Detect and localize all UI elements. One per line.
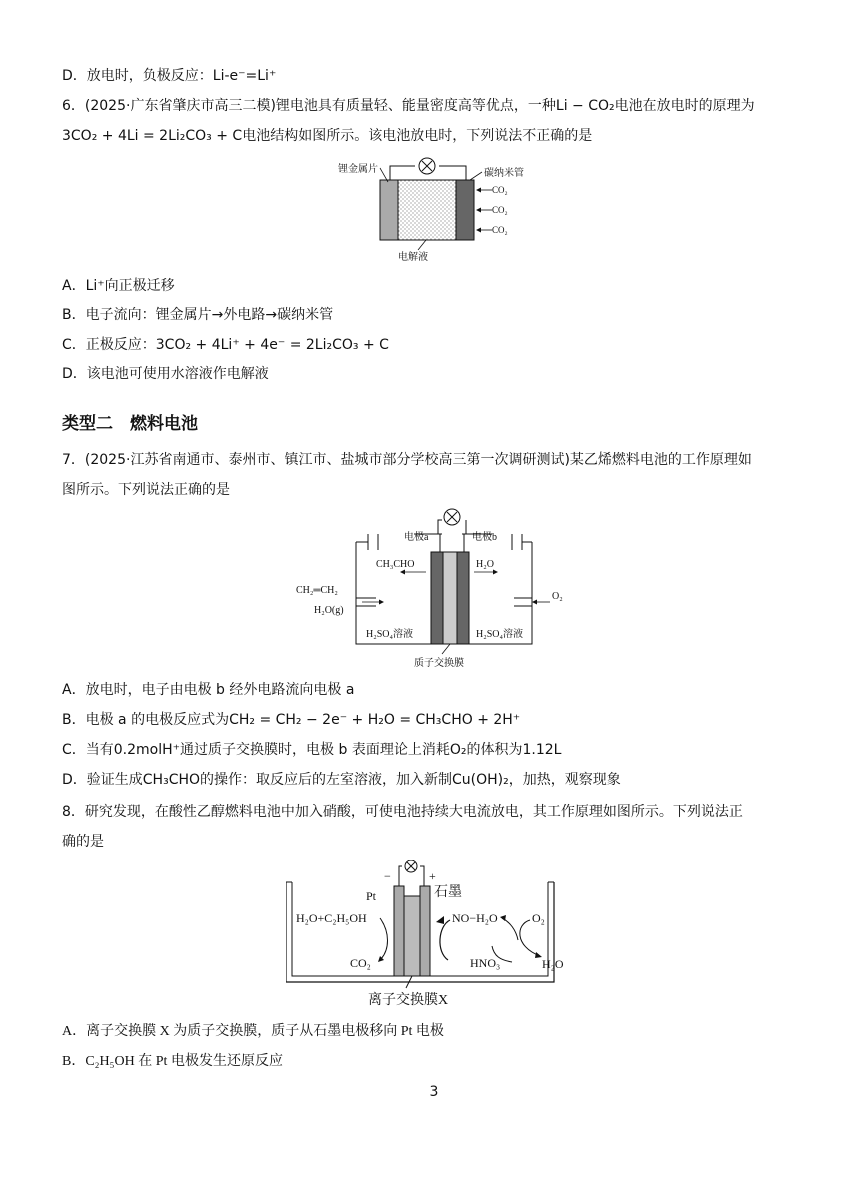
q7-stem-line1: 7．(2025·江苏省南通市、泰州市、镇江市、盐城市部分学校高三第一次调研测试)某乙烯燃料电池的工作原理如 bbox=[62, 452, 752, 468]
q7-label-acid-left: H₂SO₄溶液 bbox=[366, 629, 413, 640]
q8-bulb-icon bbox=[405, 860, 417, 872]
q8-label-minus: − bbox=[384, 869, 391, 883]
q6-bulb-icon bbox=[419, 158, 435, 174]
q7-label-membrane: 质子交换膜 bbox=[414, 658, 464, 669]
q6-stem-line2: 3CO₂ + 4Li = 2Li₂CO₃ + C电池结构如图所示。该电池放电时，下列说法不正确的是 bbox=[62, 128, 593, 144]
q7-option-b: B．电极 a 的电极反应式为CH₂ = CH₂ − 2e⁻ + H₂O = CH₃CHO + 2H⁺ bbox=[62, 712, 521, 728]
q6-label-electrolyte: 电解液 bbox=[398, 252, 428, 263]
q8-label-h2o: H₂O bbox=[542, 957, 564, 971]
q8-label-left-product: CO₂ bbox=[350, 956, 371, 970]
q6-option-b: B．电子流向：锂金属片→外电路→碳纳米管 bbox=[62, 307, 334, 323]
q7-option-c: C．当有0.2molH⁺通过质子交换膜时，电极 b 表面理论上消耗O₂的体积为1.12L bbox=[62, 742, 562, 758]
q7-label-product-right: H₂O bbox=[476, 559, 494, 570]
q7-label-acid-right: H₂SO₄溶液 bbox=[476, 629, 523, 640]
q8-option-b: B．C₂H₅OH 在 Pt 电极发生还原反应 bbox=[62, 1054, 283, 1069]
q8-label-membrane: 离子交换膜X bbox=[368, 993, 449, 1008]
q6-label-co2-3: CO₂ bbox=[492, 225, 508, 235]
q7-bulb-icon bbox=[444, 509, 460, 525]
q6-option-d: D．该电池可使用水溶液作电解液 bbox=[62, 366, 269, 382]
q7-label-o2: O₂ bbox=[552, 591, 563, 602]
q8-membrane bbox=[404, 896, 420, 976]
q7-option-d: D．验证生成CH₃CHO的操作：取反应后的左室溶液，加入新制Cu(OH)₂，加热，观察现象 bbox=[62, 772, 621, 788]
q8-option-a: A．离子交换膜 X 为质子交换膜，质子从石墨电极移向 Pt 电极 bbox=[62, 1024, 444, 1039]
q6-label-co2-1: CO₂ bbox=[492, 185, 508, 195]
q6-lithium-plate bbox=[380, 180, 398, 240]
q7-label-product-left: CH₃CHO bbox=[376, 559, 415, 570]
q7-label-ethylene: CH₂═CH₂ bbox=[296, 585, 338, 596]
q6-label-carbon: 碳纳米管 bbox=[484, 168, 524, 179]
q6-electrolyte-region bbox=[398, 180, 456, 240]
q8-graphite-electrode bbox=[420, 886, 430, 976]
q8-fuel-cell-figure bbox=[286, 860, 586, 1014]
q7-option-a: A．放电时，电子由电极 b 经外电路流向电极 a bbox=[62, 682, 355, 698]
q6-battery-figure bbox=[330, 154, 540, 266]
q6-wire-right bbox=[439, 166, 466, 180]
page-number: 3 bbox=[429, 1084, 439, 1100]
q7-electrode-b bbox=[457, 552, 469, 644]
q8-stem-line2: 确的是 bbox=[62, 834, 104, 850]
q7-stem-line2: 图所示。下列说法正确的是 bbox=[62, 482, 230, 498]
q8-label-hno3: HNO₃ bbox=[470, 956, 501, 970]
q7-fuel-cell-figure bbox=[296, 506, 576, 674]
q6-label-co2-2: CO₂ bbox=[492, 205, 508, 215]
q6-carbon-nanotube-plate bbox=[456, 180, 474, 240]
q8-label-plus: + bbox=[429, 869, 436, 883]
q7-label-electrode-a: 电极a bbox=[404, 532, 429, 543]
q8-label-graphite: 石墨 bbox=[434, 885, 462, 900]
q7-electrode-a bbox=[431, 552, 443, 644]
q6-label-lithium: 锂金属片 bbox=[338, 164, 378, 175]
q5-option-d: D．放电时，负极反应：Li-e⁻=Li⁺ bbox=[62, 68, 277, 84]
q6-option-c: C．正极反应：3CO₂ + 4Li⁺ + 4e⁻ = 2Li₂CO₃ + C bbox=[62, 337, 389, 353]
q8-label-no-h2o: NO−H₂O bbox=[452, 911, 498, 925]
q6-option-a: A．Li⁺向正极迁移 bbox=[62, 278, 175, 294]
q6-wire-left bbox=[390, 166, 415, 180]
section-heading: 类型二 燃料电池 bbox=[62, 414, 198, 434]
q6-stem-line1: 6．(2025·广东省肇庆市高三二模)锂电池具有质量轻、能量密度高等优点，一种Li − CO₂电池在放电时的原理为 bbox=[62, 98, 755, 114]
q7-membrane bbox=[443, 552, 457, 644]
q8-label-pt: Pt bbox=[366, 889, 377, 903]
q8-pt-electrode bbox=[394, 886, 404, 976]
q7-label-water: H₂O(g) bbox=[314, 605, 344, 616]
q8-stem-line1: 8．研究发现，在酸性乙醇燃料电池中加入硝酸，可使电池持续大电流放电，其工作原理如图所示。下列说法正 bbox=[62, 804, 743, 820]
q7-label-electrode-b: 电极b bbox=[472, 532, 497, 543]
q8-label-o2: O₂ bbox=[532, 911, 545, 925]
q8-label-left-reactants: H₂O+C₂H₅OH bbox=[296, 911, 367, 925]
